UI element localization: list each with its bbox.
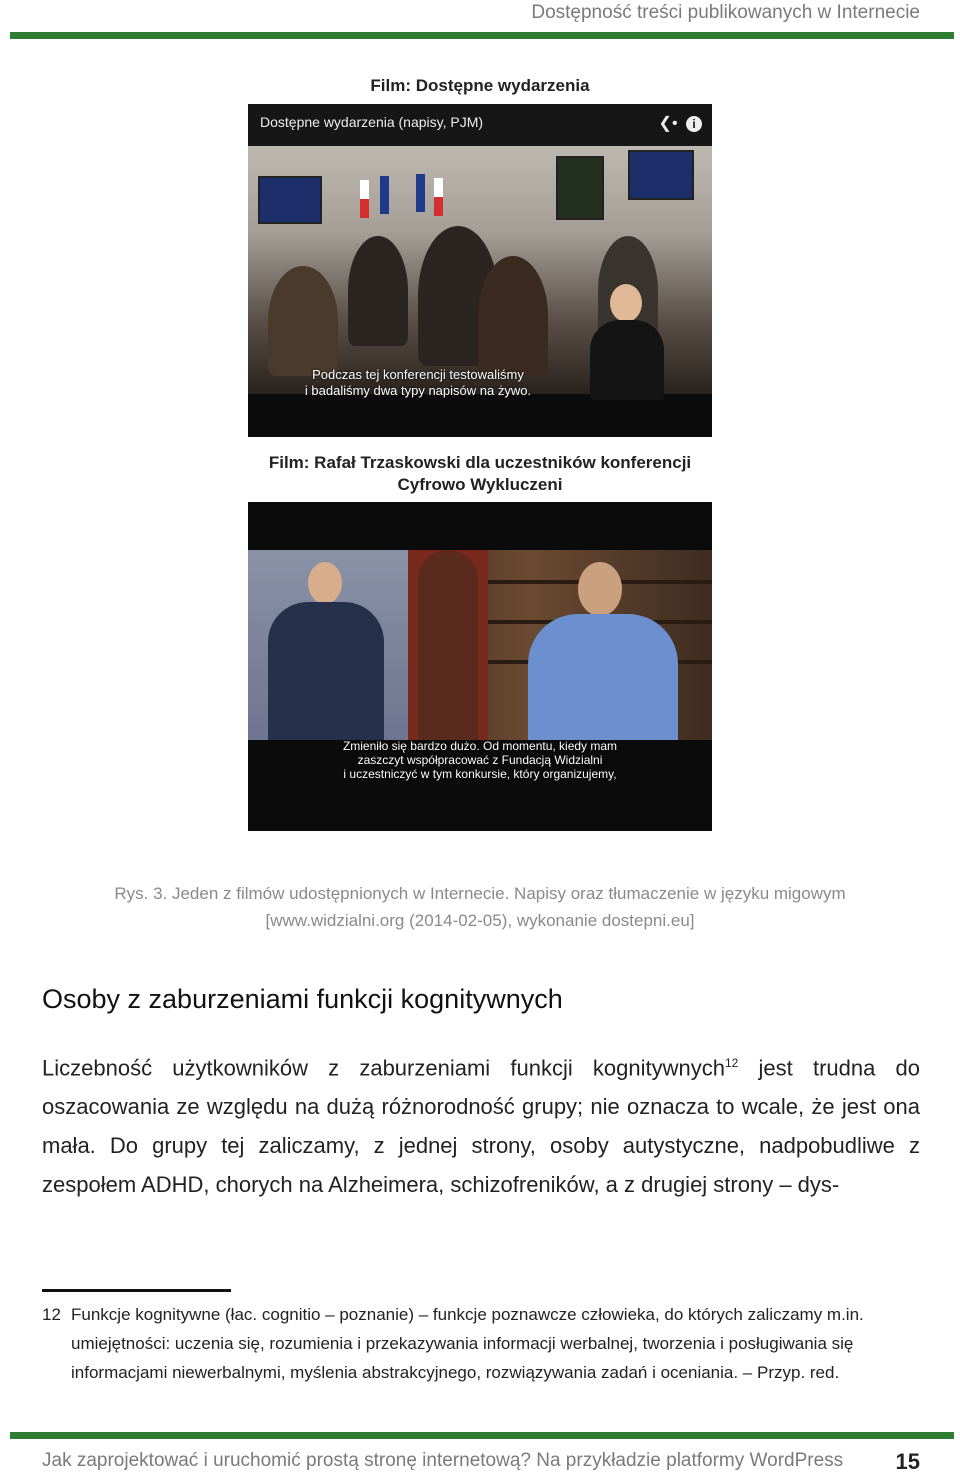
flag xyxy=(360,180,369,218)
running-footer: Jak zaprojektować i uruchomić prostą stronę internetową? Na przykładzie platformy WordPress xyxy=(42,1450,844,1471)
figure1-title: Film: Dostępne wydarzenia xyxy=(370,76,590,95)
video-title-bar xyxy=(248,104,712,146)
monitor-screen xyxy=(628,150,694,200)
flag xyxy=(416,174,425,212)
video-title: Dostępne wydarzenia (napisy, PJM) xyxy=(260,114,484,130)
footnote-reference[interactable]: 12 xyxy=(724,1056,739,1070)
figure-caption: Rys. 3. Jeden z filmów udostępnionych w Internecie. Napisy oraz tłumaczenie w języku migowym [www.widzialni.org (2014-02-05), wykonanie dostepni.eu] xyxy=(114,884,846,930)
header-rule xyxy=(10,32,954,39)
share-icon[interactable]: ❮• xyxy=(658,115,678,132)
sign-language-panel xyxy=(248,550,408,740)
section-heading: Osoby z zaburzeniami funkcji kognitywnych xyxy=(42,984,563,1014)
footnote xyxy=(42,1300,922,1387)
projection-screen xyxy=(258,176,322,224)
flag xyxy=(380,176,389,214)
running-header: Dostępność treści publikowanych w Internecie xyxy=(531,2,920,23)
sign-language-interpreter xyxy=(582,284,672,434)
audience-member xyxy=(478,256,548,376)
footnote-rule xyxy=(42,1289,231,1292)
body-paragraph: Liczebność użytkowników z zaburzeniami funkcji kognitywnych$^{12}$ jest trudna do oszacowania ze względu na dużą różnorodność grupy; nie oznacza to wcale, że jest ona mała. Do grupy tej zaliczamy, z jednej strony, osoby autystyczne, nadpobudliwe z zespołem ADHD, chorych na Alzheimera, schizofreników, a z drugiej strony – dys- xyxy=(42,1055,920,1198)
figure2-title: Film: Rafał Trzaskowski dla uczestników konferencji Cyfrowo Wykluczeni xyxy=(268,453,692,494)
video-player-2[interactable] xyxy=(248,502,712,831)
footnote-text: Funkcje kognitywne (łac. cognitio – poznanie) – funkcje poznawcze człowieka, do których zaliczamy m.in. umiejętności: uczenia się, rozumienia i przekazywania informacji werbalnej, tworzenia i posługiwania się informacjami niewerbalnymi, myślenia abstrakcyjnego, rozwiązywania zadań i oceniania. – Przyp. red. xyxy=(71,1305,864,1382)
info-icon[interactable]: i xyxy=(686,116,702,132)
flag xyxy=(434,178,443,216)
audience-member xyxy=(268,266,338,376)
video-subtitles: Podczas tej konferencji testowaliśmy i badaliśmy dwa typy napisów na żywo. xyxy=(304,367,532,398)
footer-rule xyxy=(10,1432,954,1439)
interview-scene xyxy=(408,550,712,740)
video-player-1[interactable] xyxy=(248,104,712,437)
video-subtitles: Zmieniło się bardzo dużo. Od momentu, kiedy mam zaszczyt współpracować z Fundacją Widzialni i uczestniczyć w tym konkursie, który organizujemy, xyxy=(342,739,618,781)
page-number: 15 xyxy=(895,1449,920,1474)
audience-member xyxy=(348,236,408,346)
monitor-screen xyxy=(556,156,604,220)
footnote-number: 12 xyxy=(42,1305,61,1324)
